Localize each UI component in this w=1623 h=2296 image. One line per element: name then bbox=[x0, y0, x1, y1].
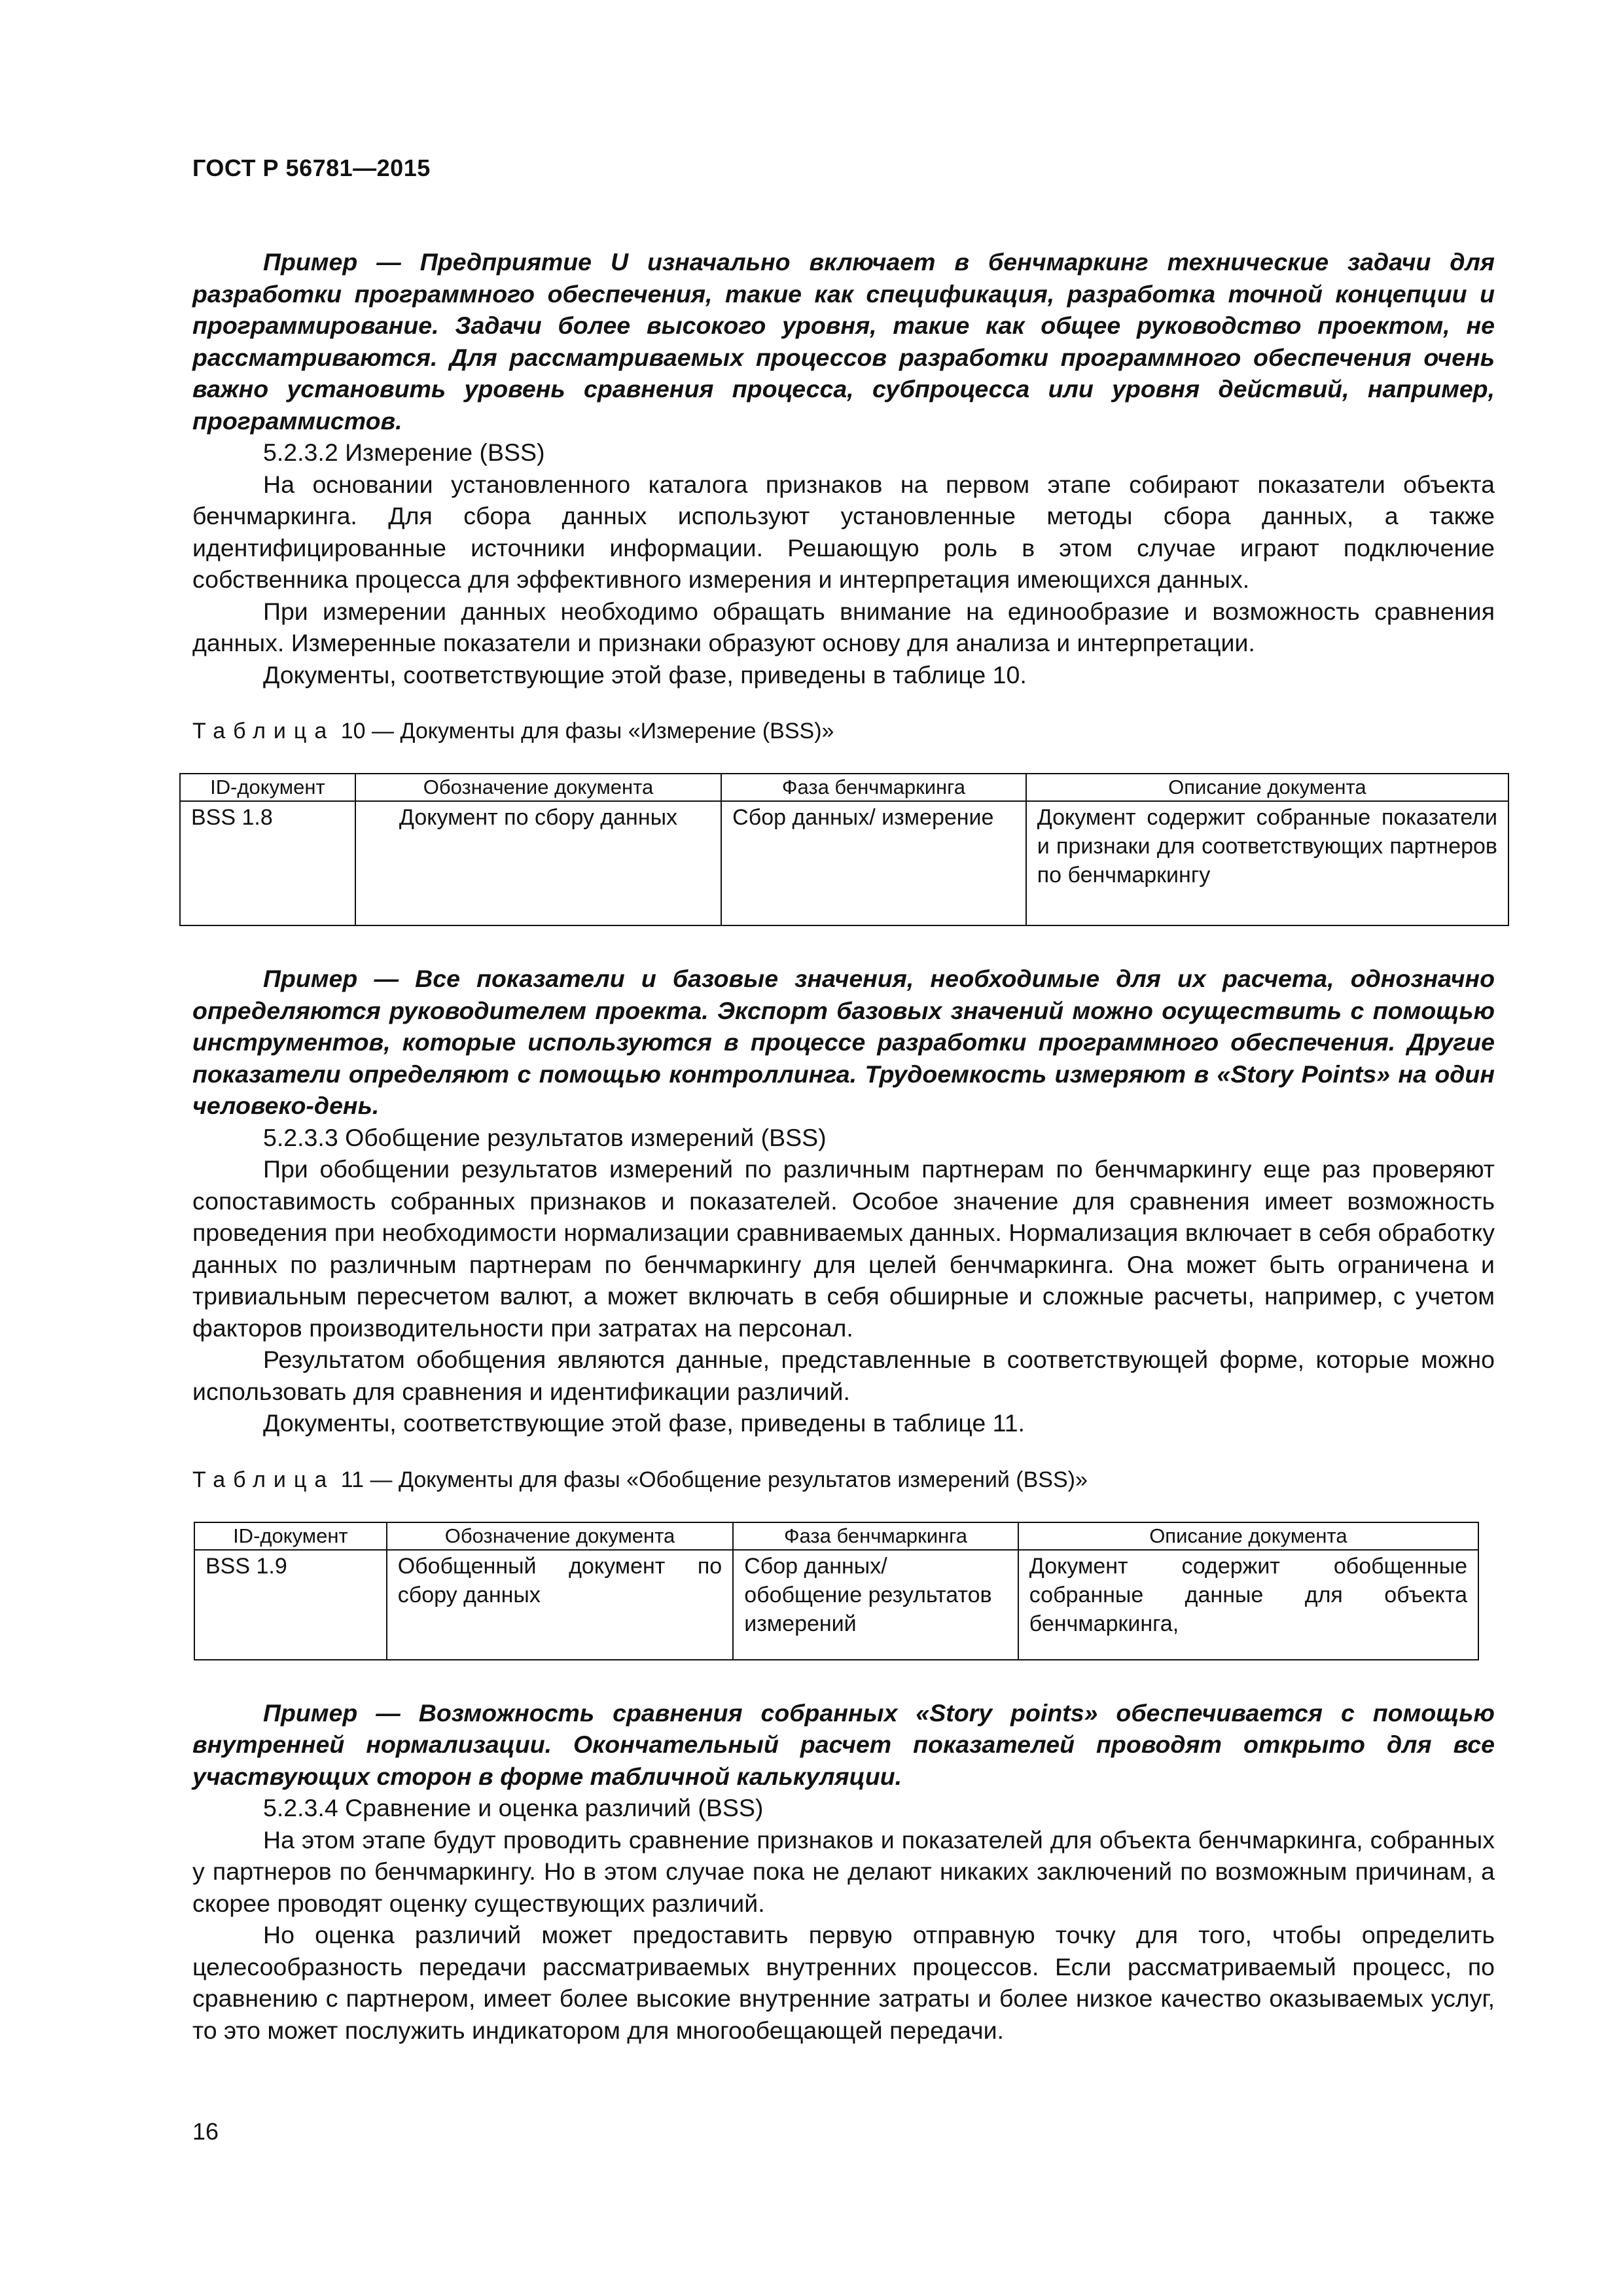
body-paragraph: Результатом обобщения являются данные, представленные в соответствующей форме, которые можно использовать для сравнения и идентификации различий. bbox=[192, 1346, 1495, 1405]
column-header: ID-документ bbox=[194, 1522, 387, 1550]
column-header: Обозначение документа bbox=[387, 1522, 733, 1550]
example-paragraph: Пример — Возможность сравнения собранных «Story points» обеспечивается с помощью внутренней нормализации. Окончательный расчет показателей проводят открыто для все участвующих сторон в форме табличной калькуляции. bbox=[192, 1698, 1495, 1790]
table-cell: Документ содержит обобщенные собранные данные для объекта бенчмаркинга, bbox=[1018, 1550, 1478, 1660]
example-paragraph: Пример — Предприятие U изначально включает в бенчмаркинг технические задачи для разработки программного обеспечения, такие как спецификация, разработка точной концепции и программирование. Задачи более высокого уровня, такие как общее руководство проектом, не рассматриваются. Для рассматриваемых процессов разработки программного обеспечения очень важно установить уровень сравнения процесса, субпроцесса или уровня действий, например, программистов. bbox=[192, 248, 1495, 435]
body-paragraph: Документы, соответствующие этой фазе, приведены в таблице 11. bbox=[263, 1409, 1025, 1437]
column-header: Описание документа bbox=[1026, 774, 1508, 801]
column-header: Фаза бенчмаркинга bbox=[721, 774, 1026, 801]
table-cell: Сбор данных/ измерение bbox=[721, 801, 1026, 925]
body-paragraph: При обобщении результатов измерений по различным партнерам по бенчмаркингу еще раз проверяют сопоставимость собранных признаков и показателей. Особое значение для сравнения имеет возможность проведения при необходимости нормализации сравниваемых данных. Нормализация включает в себя обработку данных по различным партнерам по бенчмаркингу для целей бенчмаркинга. Она может быть ограничена и тривиальным пересчетом валют, а может включать в себя обширные и сложные расчеты, например, с учетом факторов производительности при затратах на персонал. bbox=[192, 1155, 1495, 1342]
table-caption-label: Таблица bbox=[192, 1467, 335, 1492]
table-cell: Обобщенный документ по сбору данных bbox=[387, 1550, 733, 1660]
table-cell: Сбор данных/ обобщение результатов измерений bbox=[733, 1550, 1018, 1660]
table-caption bbox=[192, 1465, 1495, 1494]
table-row bbox=[194, 1550, 1478, 1660]
example-paragraph: Пример — Все показатели и базовые значения, необходимые для их расчета, однозначно определяются руководителем проекта. Экспорт базовых значений можно осуществить с помощью инструментов, которые используются в процессе разработки программного обеспечения. Другие показатели определяют с помощью контроллинга. Трудоемкость измеряют в «Story Points» на один человеко-день. bbox=[192, 965, 1495, 1119]
body-paragraph: Документы, соответствующие этой фазе, приведены в таблице 10. bbox=[263, 660, 1027, 689]
document-header: ГОСТ Р 56781—2015 bbox=[192, 154, 431, 181]
column-header: ID-документ bbox=[180, 774, 355, 801]
table-header-row bbox=[180, 774, 1508, 801]
body-paragraph: При измерении данных необходимо обращать внимание на единообразие и возможность сравнения данных. Измеренные показатели и признаки образуют основу для анализа и интерпретации. bbox=[192, 597, 1495, 656]
section-heading: 5.2.3.2 Измерение (BSS) bbox=[263, 439, 545, 466]
column-header: Обозначение документа bbox=[355, 774, 721, 801]
table-caption-title: 11 — Документы для фазы «Обобщение результатов измерений (BSS)» bbox=[340, 1467, 1088, 1492]
table-cell: Документ по сбору данных bbox=[355, 801, 721, 925]
table-header-row bbox=[194, 1522, 1478, 1550]
section-heading: 5.2.3.4 Сравнение и оценка различий (BSS) bbox=[263, 1794, 764, 1821]
table-row bbox=[180, 801, 1508, 925]
body-paragraph: На этом этапе будут проводить сравнение признаков и показателей для объекта бенчмаркинга, собранных у партнеров по бенчмаркингу. Но в этом случае пока не делают никаких заключений по возможным причинам, а скорее проводят оценку существующих различий. bbox=[192, 1825, 1495, 1917]
documents-table bbox=[194, 1522, 1479, 1660]
table-cell: BSS 1.8 bbox=[180, 801, 355, 925]
body-paragraph: На основании установленного каталога признаков на первом этапе собирают показатели объекта бенчмаркинга. Для сбора данных используют установленные методы сбора данных, а также идентифицированные источники информации. Решающую роль в этом случае играют подключение собственника процесса для эффективного измерения и интерпретация имеющихся данных. bbox=[192, 470, 1495, 593]
column-header: Фаза бенчмаркинга bbox=[733, 1522, 1018, 1550]
documents-table bbox=[179, 773, 1509, 926]
body-paragraph: Но оценка различий может предоставить первую отправную точку для того, чтобы определить целесообразность передачи рассматриваемых внутренних процессов. Если рассматриваемый процесс, по сравнению с партнером, имеет более высокие внутренние затраты и более низкое качество оказываемых услуг, то это может послужить индикатором для многообещающей передачи. bbox=[192, 1921, 1495, 2044]
table-cell: Документ содержит собранные показатели и признаки для соответствующих партнеров по бенчмаркингу bbox=[1026, 801, 1508, 925]
page-number: 16 bbox=[192, 2118, 219, 2145]
column-header: Описание документа bbox=[1018, 1522, 1478, 1550]
page-body bbox=[192, 246, 1495, 2046]
table-caption-label: Таблица bbox=[192, 719, 335, 744]
table-caption bbox=[192, 717, 1495, 745]
section-heading: 5.2.3.3 Обобщение результатов измерений (BSS) bbox=[263, 1123, 827, 1151]
table-caption-title: 10 — Документы для фазы «Измерение (BSS)» bbox=[340, 719, 834, 744]
table-cell: BSS 1.9 bbox=[194, 1550, 387, 1660]
